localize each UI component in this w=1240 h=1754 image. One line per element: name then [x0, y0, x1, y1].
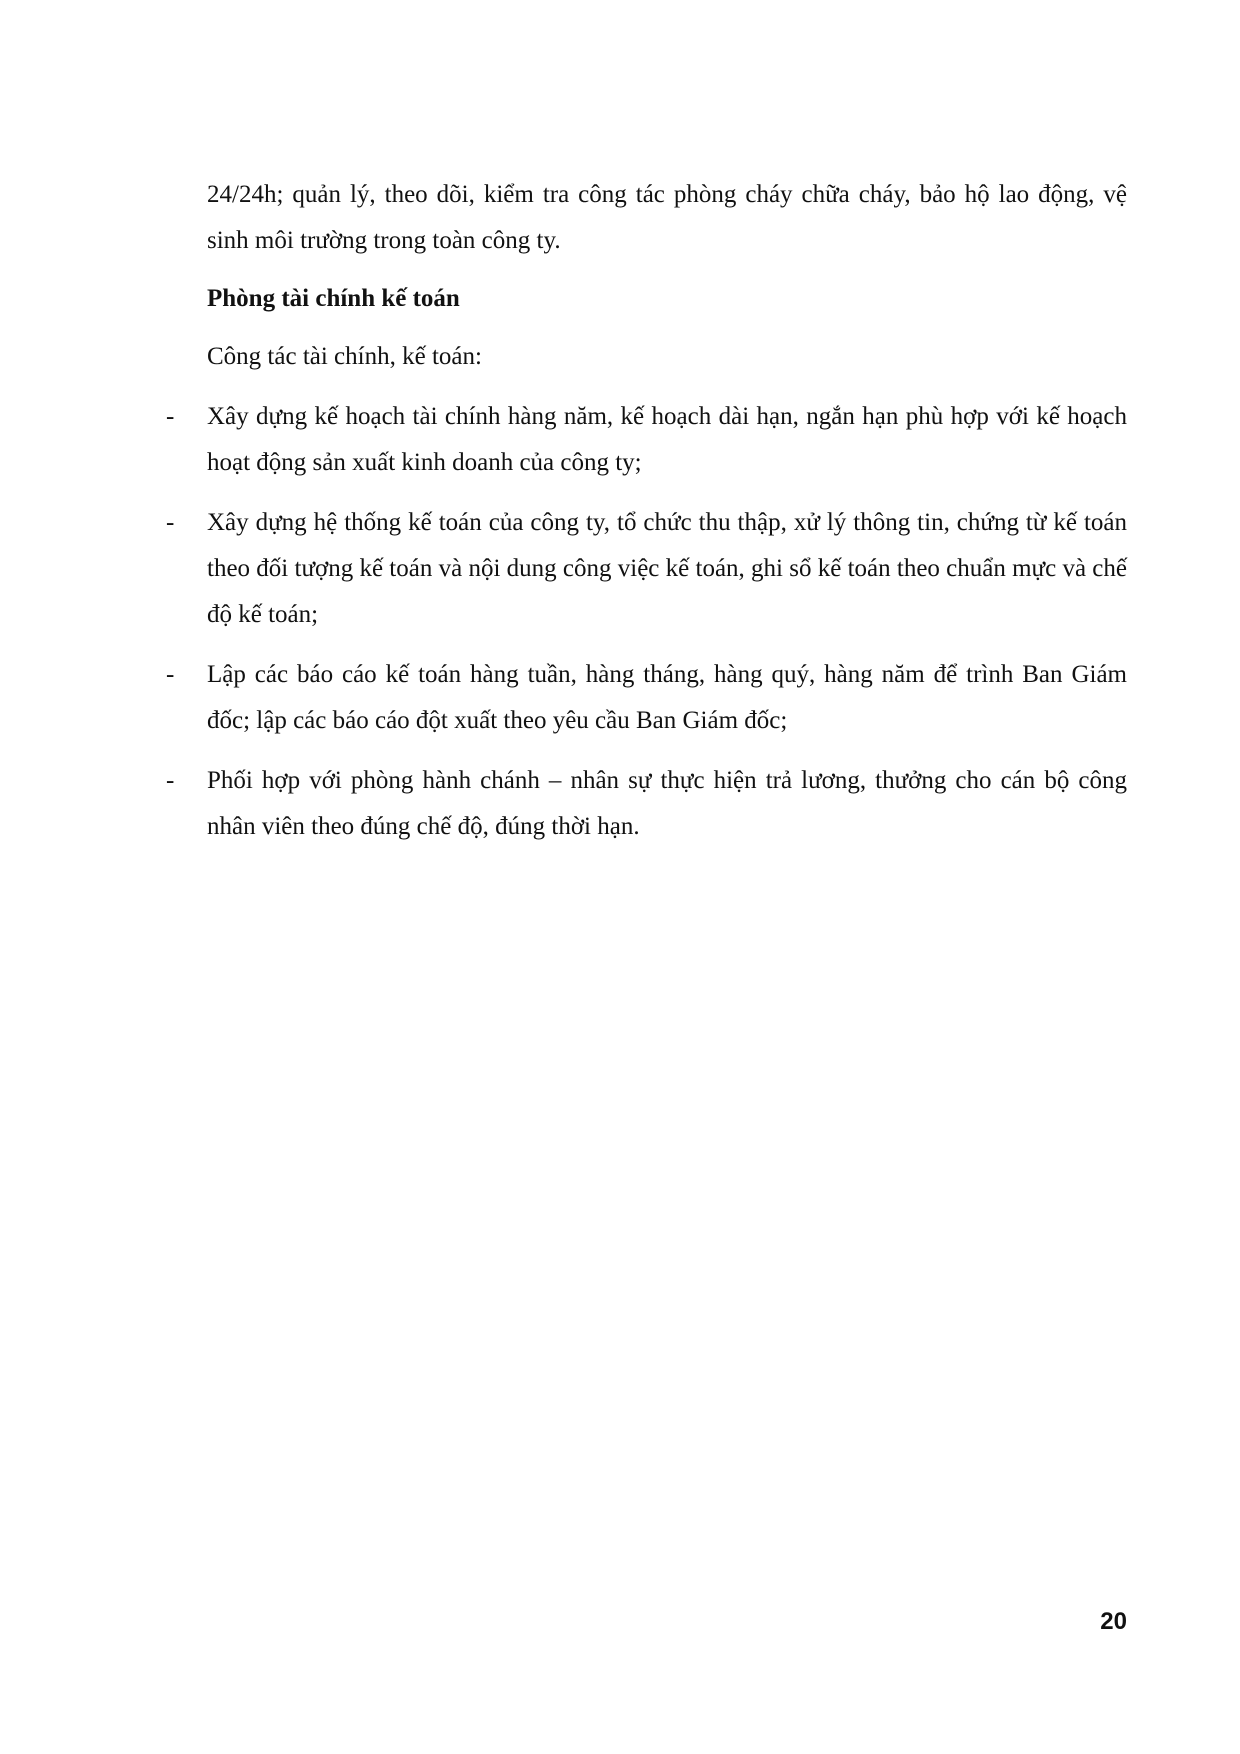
list-item: [166, 758, 1127, 850]
section-heading: Phòng tài chính kế toán: [207, 285, 460, 312]
list-item: [166, 394, 1127, 486]
bullet-dash: -: [166, 509, 175, 536]
list-item-text: Lập các báo cáo kế toán hàng tuần, hàng tháng, hàng quý, hàng năm để trình Ban Giám đốc; lập các báo cáo đột xuất theo yêu cầu Ban Giám đốc;: [207, 661, 1127, 734]
page-content: [166, 172, 1127, 850]
bullet-dash: -: [166, 767, 175, 794]
list-item: [166, 500, 1127, 638]
list-item: [166, 652, 1127, 744]
list-item-text: Xây dựng kế hoạch tài chính hàng năm, kế hoạch dài hạn, ngắn hạn phù hợp với kế hoạch hoạt động sản xuất kinh doanh của công ty;: [207, 403, 1127, 476]
continuation-paragraph: 24/24h; quản lý, theo dõi, kiểm tra công tác phòng cháy chữa cháy, bảo hộ lao động, vệ sinh môi trường trong toàn công ty.: [207, 181, 1127, 254]
bullet-dash: -: [166, 661, 175, 688]
intro-line: Công tác tài chính, kế toán:: [207, 343, 482, 370]
page-number: 20: [1100, 1608, 1127, 1635]
bullet-dash: -: [166, 403, 175, 430]
list-item-text: Phối hợp với phòng hành chánh – nhân sự thực hiện trả lương, thưởng cho cán bộ công nhân viên theo đúng chế độ, đúng thời hạn.: [207, 767, 1127, 840]
list-item-text: Xây dựng hệ thống kế toán của công ty, tổ chức thu thập, xử lý thông tin, chứng từ kế toán theo đối tượng kế toán và nội dung công việc kế toán, ghi sổ kế toán theo chuẩn mực và chế độ kế toán;: [207, 509, 1127, 628]
